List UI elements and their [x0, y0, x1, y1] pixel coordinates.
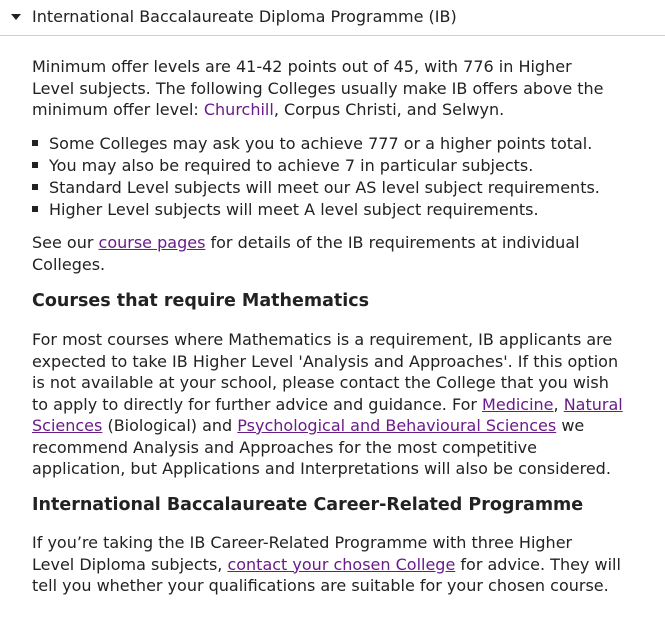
maths-paragraph — [32, 329, 623, 480]
maths-text: (Biological) and — [102, 416, 238, 435]
course-pages-link[interactable]: course pages — [98, 233, 206, 252]
list-item — [32, 199, 539, 221]
maths-line: For most courses where Mathematics is a requirement, IB applicants are — [32, 330, 613, 349]
maths-heading: Courses that require Mathematics — [32, 291, 370, 311]
intro-paragraph — [32, 56, 604, 121]
list-item — [32, 177, 600, 199]
see-our-text: See our — [32, 233, 99, 252]
caret-down-icon — [11, 14, 21, 20]
career-text: for advice. They will — [455, 554, 621, 574]
bullet-icon — [32, 162, 38, 168]
maths-line — [32, 394, 623, 416]
see-our-paragraph — [32, 232, 580, 275]
career-text: Level Diploma subjects, — [32, 554, 228, 574]
list-item-text: Higher Level subjects will meet A level subject requirements. — [49, 200, 539, 219]
psychological-behavioural-sciences-link[interactable]: Psychological and Behavioural Sciences — [237, 416, 557, 435]
list-item-text: Some Colleges may ask you to achieve 777 or a higher points total. — [49, 134, 593, 153]
maths-line — [32, 415, 623, 437]
intro-line: Minimum offer levels are 41-42 points out of 45, with 776 in Higher — [32, 57, 572, 76]
natural-sciences-link[interactable]: Sciences — [32, 416, 103, 435]
contact-college-link[interactable]: contact your chosen College — [227, 554, 456, 574]
list-item-text: You may also be required to achieve 7 in particular subjects. — [49, 156, 534, 175]
maths-text: , — [553, 394, 564, 414]
intro-line: Level subjects. The following Colleges usually make IB offers above the — [32, 78, 604, 98]
see-our-line: Colleges. — [32, 254, 106, 274]
list-item-text: Standard Level subjects will meet our AS level subject requirements. — [49, 178, 600, 197]
maths-text: we — [556, 416, 585, 435]
maths-line: is not available at your school, please contact the College that you wish — [32, 373, 609, 392]
maths-text: to apply to directly for further advice and guidance. For — [32, 394, 483, 414]
churchill-link[interactable]: Churchill — [203, 100, 274, 119]
career-line: tell you whether your qualifications are suitable for your chosen course. — [32, 576, 609, 595]
intro-line — [32, 99, 604, 121]
see-our-text: for details of the IB requirements at individual — [205, 233, 580, 252]
maths-line: application, but Applications and Interpretations will also be considered. — [32, 459, 611, 478]
medicine-link[interactable]: Medicine — [482, 394, 554, 414]
bullet-icon — [32, 206, 38, 212]
intro-text: minimum offer level: — [32, 100, 204, 119]
career-line: If you’re taking the IB Career-Related Programme with three Higher — [32, 533, 573, 552]
intro-text: , Corpus Christi, and Selwyn. — [273, 100, 505, 119]
accordion-title: International Baccalaureate Diploma Programme (IB) — [32, 7, 457, 26]
career-heading: International Baccalaureate Career-Related Programme — [32, 495, 584, 515]
natural-sciences-link[interactable]: Natural — [563, 394, 623, 414]
bullet-icon — [32, 140, 38, 146]
see-our-line — [32, 232, 580, 254]
list-item — [32, 155, 533, 177]
maths-line: recommend Analysis and Approaches for the most competitive — [32, 437, 537, 457]
career-line — [32, 554, 621, 576]
maths-line: expected to take IB Higher Level 'Analysis and Approaches'. If this option — [32, 351, 619, 371]
list-item — [32, 133, 592, 155]
career-paragraph — [32, 532, 621, 597]
bullet-icon — [32, 184, 38, 190]
accordion-header-ib-diploma[interactable] — [0, 0, 665, 36]
